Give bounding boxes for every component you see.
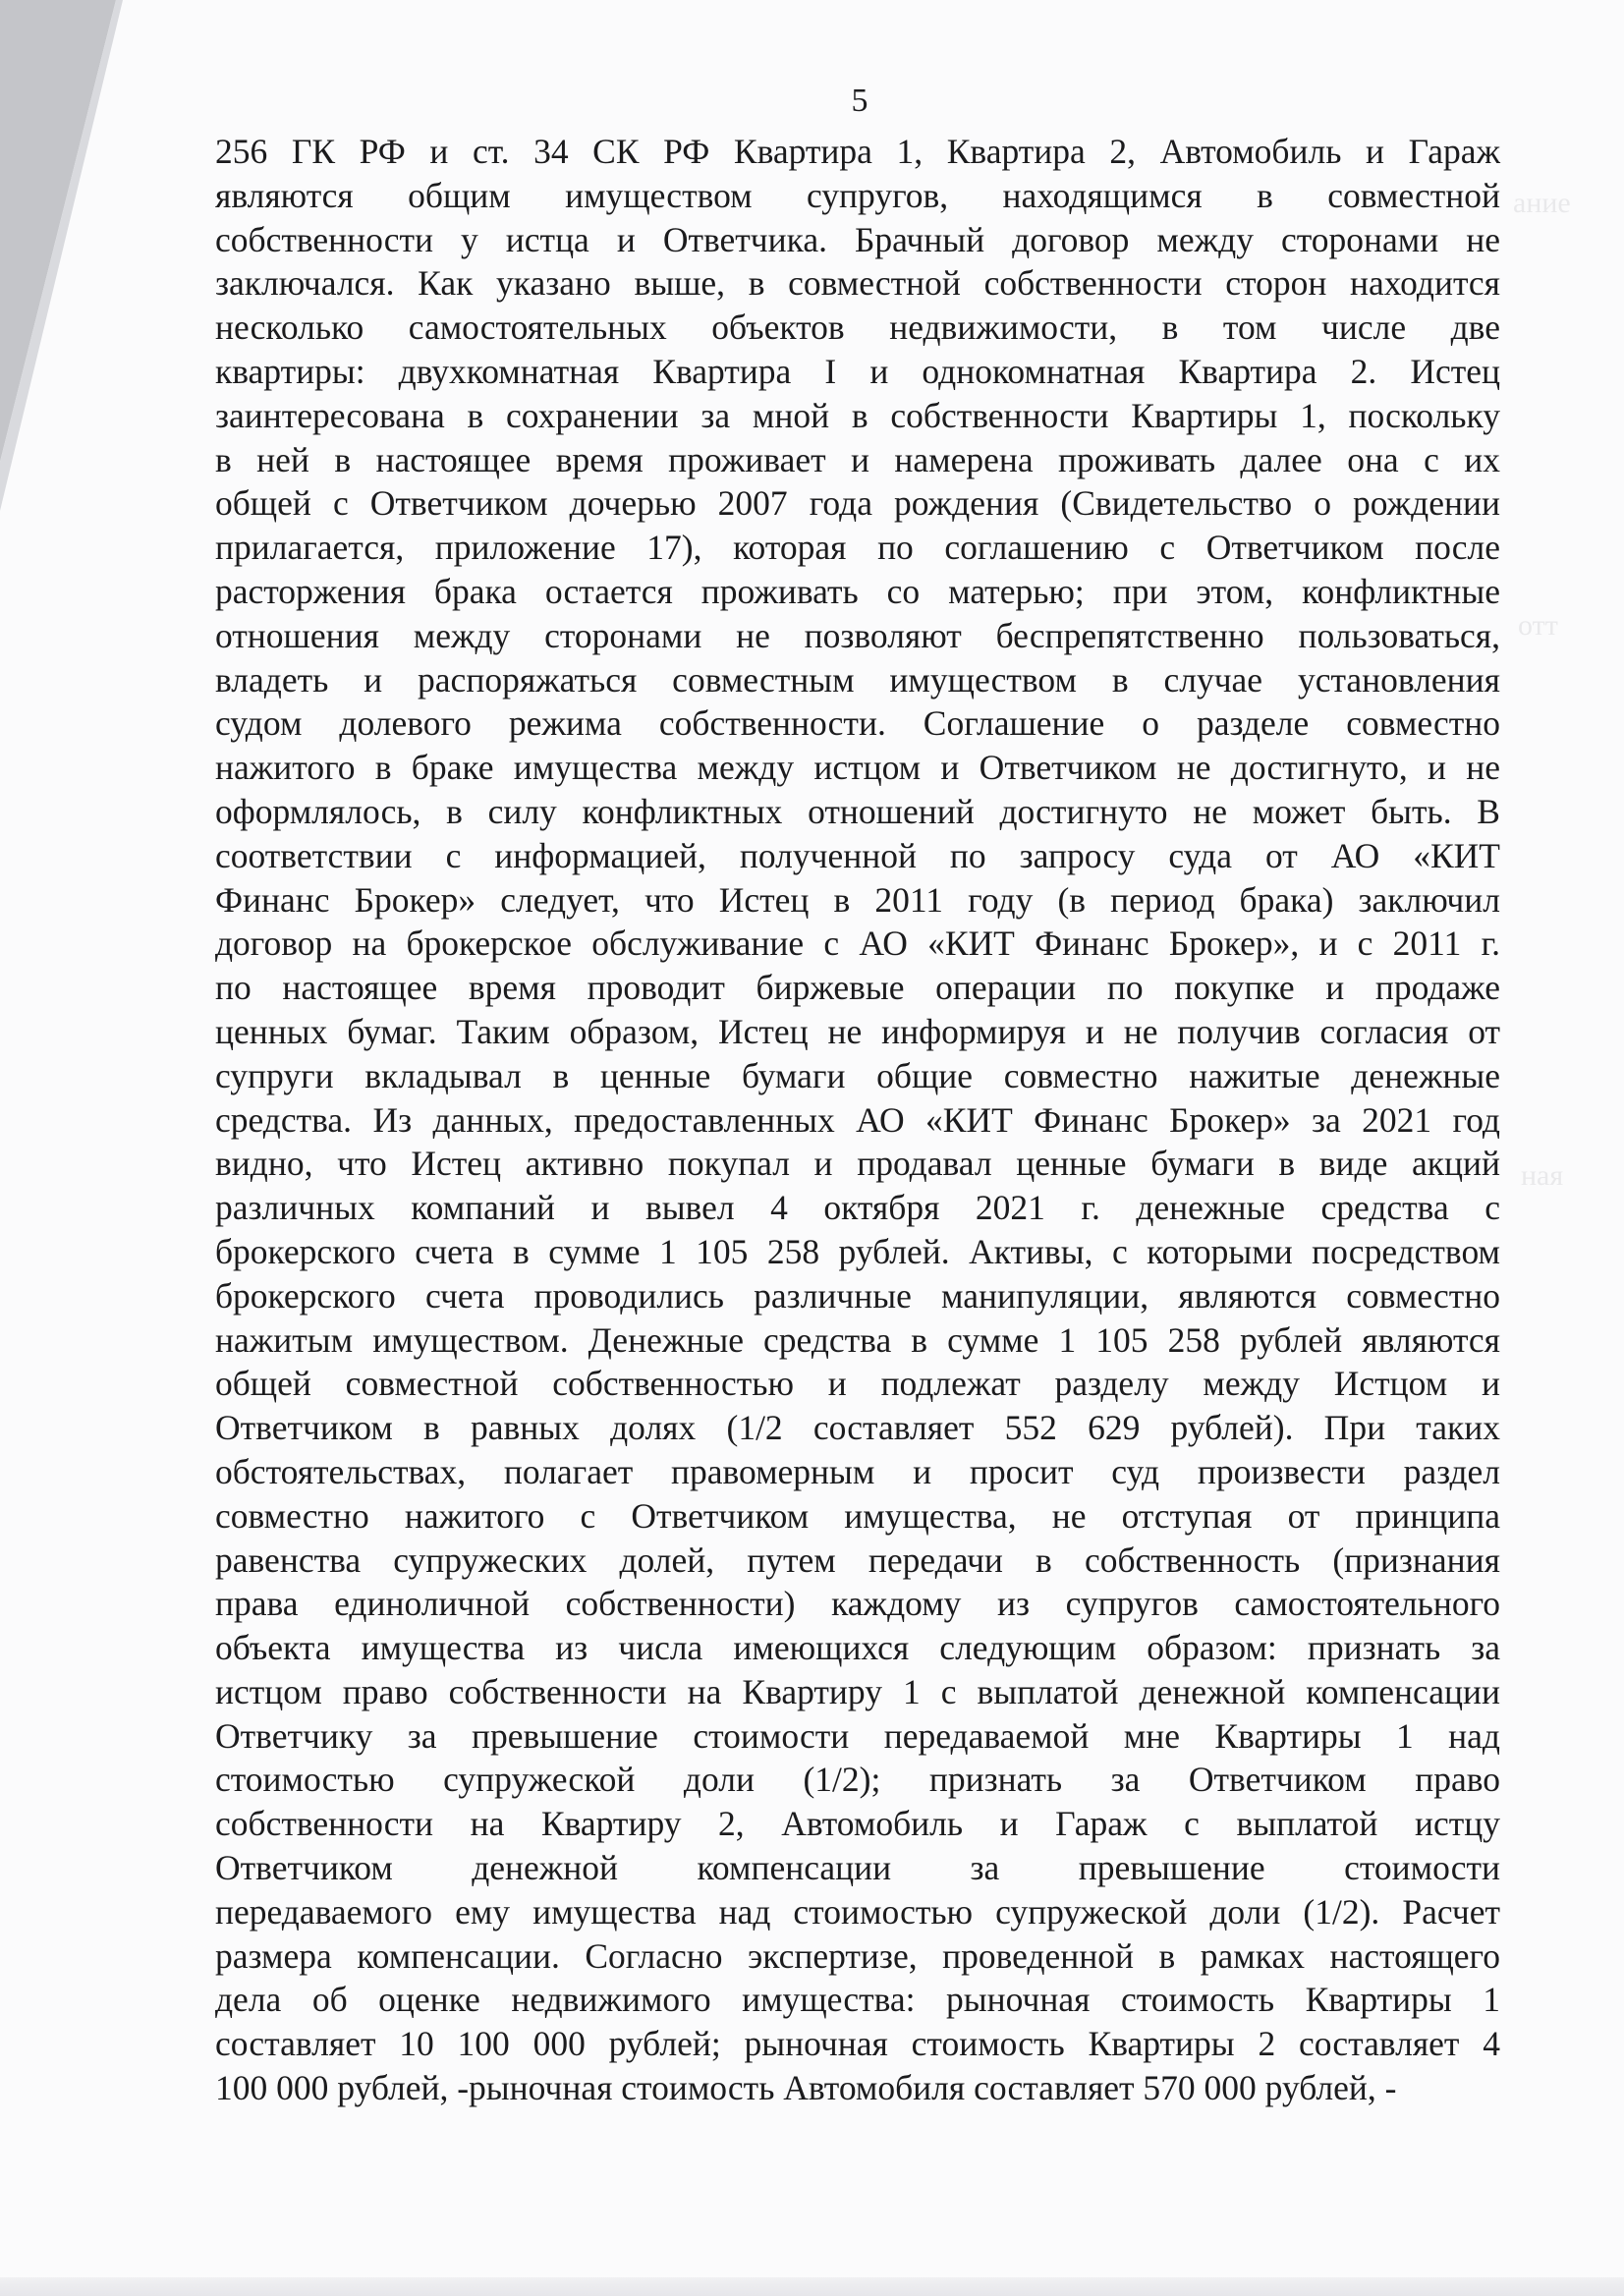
text-line: размера компенсации. Согласно экспертизе, проведенной в рамках настоящего — [215, 1935, 1500, 1976]
text-line: по настоящее время проводит биржевые операции по покупке и продаже — [215, 968, 1500, 1008]
text-line: составляет 10 100 000 рублей; рыночная стоимость Квартиры 2 составляет 4 — [215, 2024, 1500, 2064]
text-line: брокерского счета в сумме 1 105 258 рублей. Активы, с которыми посредством — [215, 1231, 1500, 1271]
text-line: видно, что Истец активно покупал и продавал ценные бумаги в виде акций — [215, 1144, 1500, 1184]
text-line: 100 000 рублей, -рыночная стоимость Автомобиля составляет 570 000 рублей, - — [215, 2068, 1397, 2108]
text-line: дела об оценке недвижимого имущества: рыночная стоимость Квартиры 1 — [215, 1980, 1500, 2020]
text-line: соответствии с информацией, полученной по запросу суда от АО «КИТ — [215, 835, 1500, 875]
text-line: супруги вкладывал в ценные бумаги общие совместно нажитые денежные — [215, 1055, 1500, 1095]
text-line: расторжения брака остается проживать со матерью; при этом, конфликтные — [215, 571, 1500, 611]
text-line: нажитым имуществом. Денежные средства в сумме 1 105 258 рублей являются — [215, 1319, 1500, 1360]
text-line: договор на брокерское обслуживание с АО «КИТ Финанс Брокер», и с 2011 г. — [215, 924, 1500, 964]
text-line: совместно нажитого с Ответчиком имущества, не отступая от принципа — [215, 1495, 1500, 1536]
text-line: являются общим имуществом супругов, находящимся в совместной — [215, 175, 1500, 215]
text-line: Финанс Брокер» следует, что Истец в 2011 году (в период брака) заключил — [215, 879, 1500, 920]
text-line: различных компаний и вывел 4 октября 2021 г. денежные средства с — [215, 1188, 1500, 1228]
text-line: Ответчиком в равных долях (1/2 составляет 552 629 рублей). При таких — [215, 1408, 1500, 1448]
text-line: объекта имущества из числа имеющихся следующим образом: признать за — [215, 1628, 1500, 1668]
text-line: равенства супружеских долей, путем передачи в собственность (признания — [215, 1540, 1500, 1580]
text-line: нажитого в браке имущества между истцом и Ответчиком не достигнуто, и не — [215, 748, 1500, 788]
text-line: ценных бумаг. Таким образом, Истец не информируя и не получив согласия от — [215, 1011, 1500, 1051]
text-line: отношения между сторонами не позволяют беспрепятственно пользоваться, — [215, 615, 1500, 655]
text-line: стоимостью супружеской доли (1/2); признать за Ответчиком право — [215, 1760, 1500, 1800]
page-bottom-edge — [0, 2277, 1624, 2296]
text-line: средства. Из данных, предоставленных АО «КИТ Финанс Брокер» за 2021 год — [215, 1099, 1500, 1140]
show-through-text: ание — [1513, 187, 1571, 219]
text-line: собственности на Квартиру 2, Автомобиль и Гараж с выплатой истцу — [215, 1804, 1500, 1844]
text-line: несколько самостоятельных объектов недвижимости, в том числе две — [215, 308, 1500, 348]
text-line: квартиры: двухкомнатная Квартира I и однокомнатная Квартира 2. Истец — [215, 351, 1500, 391]
text-line: 256 ГК РФ и ст. 34 СК РФ Квартира 1, Квартира 2, Автомобиль и Гараж — [215, 132, 1500, 171]
text-line: обстоятельствах, полагает правомерным и просит суд произвести раздел — [215, 1451, 1500, 1491]
text-line: брокерского счета проводились различные манипуляции, являются совместно — [215, 1275, 1500, 1316]
text-line: собственности у истца и Ответчика. Брачный договор между сторонами не — [215, 219, 1500, 259]
text-line: Ответчиком денежной компенсации за превышение стоимости — [215, 1848, 1500, 1888]
text-line: права единоличной собственности) каждому из супругов самостоятельного — [215, 1584, 1500, 1624]
text-line: оформлялось, в силу конфликтных отношений достигнуто не может быть. В — [215, 791, 1500, 831]
document-body — [215, 130, 1500, 2110]
text-line: владеть и распоряжаться совместным имуществом в случае установления — [215, 659, 1500, 700]
page-number: 5 — [851, 83, 868, 119]
text-line: передаваемого ему имущества над стоимостью супружеской доли (1/2). Расчет — [215, 1891, 1500, 1932]
text-line: прилагается, приложение 17), которая по соглашению с Ответчиком после — [215, 528, 1500, 568]
text-line: заключался. Как указано выше, в совместной собственности сторон находится — [215, 263, 1500, 304]
text-line: истцом право собственности на Квартиру 1 с выплатой денежной компенсации — [215, 1671, 1500, 1711]
show-through-text: ная — [1521, 1159, 1564, 1192]
text-line: судом долевого режима собственности. Соглашение о разделе совместно — [215, 703, 1500, 744]
text-line: общей совместной собственностью и подлежат разделу между Истцом и — [215, 1364, 1500, 1404]
text-line: общей с Ответчиком дочерью 2007 года рождения (Свидетельство о рождении — [215, 483, 1500, 524]
text-line: заинтересована в сохранении за мной в собственности Квартиры 1, поскольку — [215, 395, 1500, 435]
text-line: Ответчику за превышение стоимости передаваемой мне Квартиры 1 над — [215, 1715, 1500, 1756]
show-through-text: отт — [1518, 609, 1558, 642]
text-line: в ней в настоящее время проживает и намерена проживать далее она с их — [215, 439, 1500, 479]
